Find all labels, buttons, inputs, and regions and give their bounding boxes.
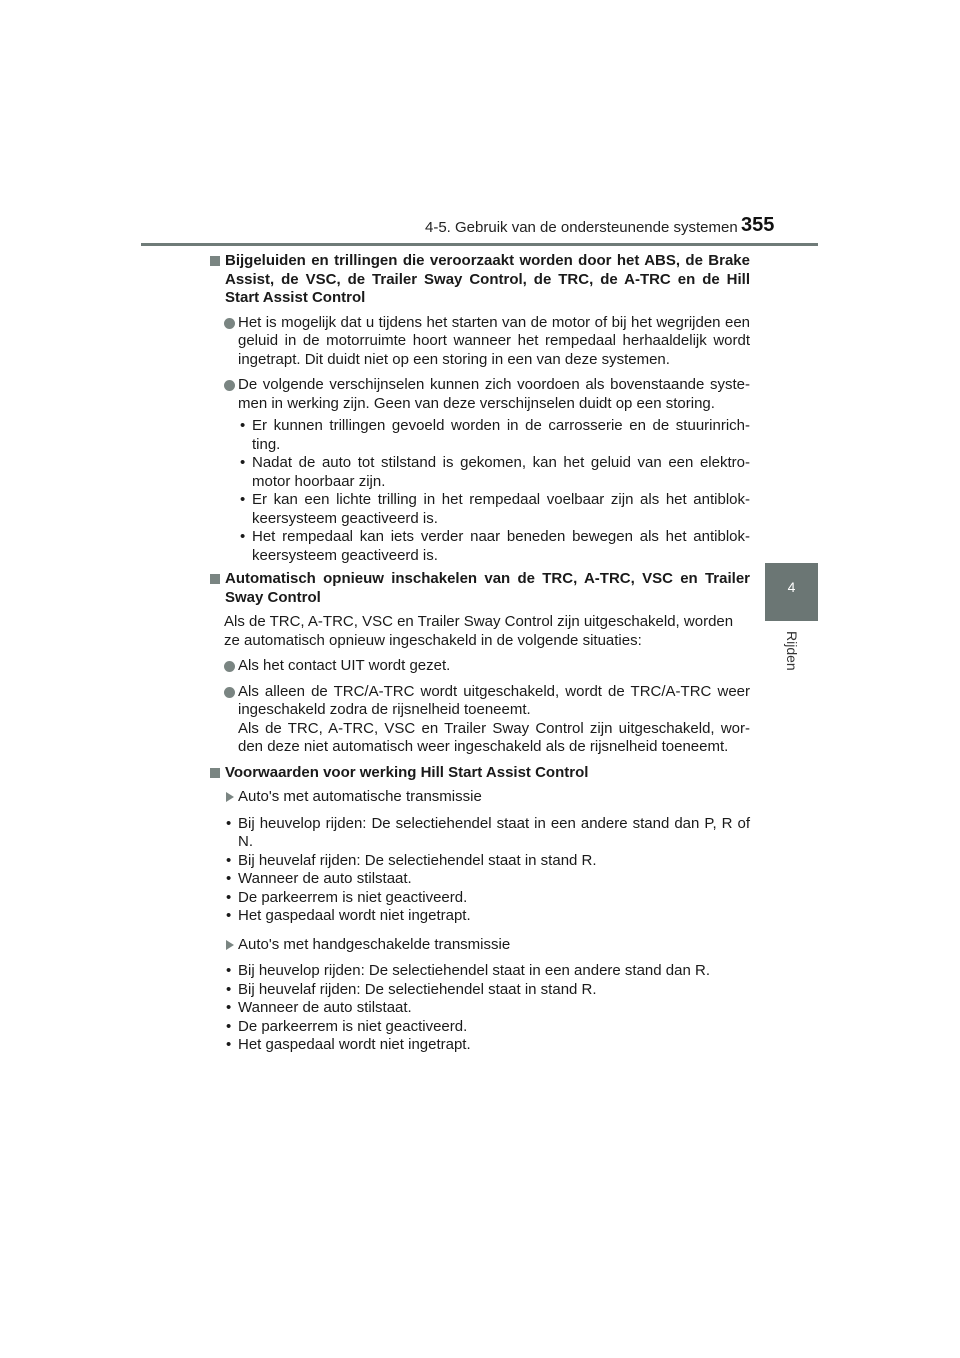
list-item: • Wanneer de auto stilstaat.	[226, 999, 412, 1016]
page-content	[210, 252, 750, 1065]
list-item: • Bij heuvelop rijden: De selectiehendel staat in een andere stand dan P, R of N.	[226, 814, 750, 850]
page-number: 355	[741, 214, 775, 236]
circle-bullet-item: De volgende verschijnselen kunnen zich voordoen als bovenstaande syste-men in werking zijn. Geen van deze verschijnselen duidt op een storing.	[210, 376, 750, 413]
square-bullet-icon	[210, 768, 220, 778]
intro-paragraph: Als de TRC, A-TRC, VSC en Trailer Sway Control zijn uitgeschakeld, worden ze automatisch opnieuw ingeschakeld in de volgende situaties:	[224, 613, 734, 649]
list-item: • Het gaspedaal wordt niet ingetrapt.	[226, 907, 471, 924]
section-noise-vibration	[210, 252, 750, 565]
circle-bullet-icon	[224, 318, 235, 329]
circle-bullet-item: Als het contact UIT wordt gezet.	[210, 657, 750, 676]
circle-bullet-item: Als alleen de TRC/A-TRC wordt uitgeschakeld, wordt de TRC/A-TRC weer ingeschakeld zodra de rijsnelheid toeneemt. Als de TRC, A-TRC, VSC en Trailer Sway Control zijn uitgeschakeld, wor-den deze niet automatisch weer ingeschakeld als de rijsnelheid toeneemt.	[210, 683, 750, 757]
list-item: • Er kunnen trillingen gevoeld worden in de carrosserie en de stuurinrich-ting.	[240, 417, 750, 453]
circle-bullet-icon	[224, 687, 235, 698]
square-bullet-icon	[210, 574, 220, 584]
chapter-label	[784, 631, 802, 691]
section-title: 4-5. Gebruik van de ondersteunende systemen	[425, 219, 738, 236]
list-item: • De parkeerrem is niet geactiveerd.	[226, 888, 468, 906]
list-item: • Nadat de auto tot stilstand is gekomen, kan het geluid van een elektro-motor hoorbaar zijn.	[240, 454, 750, 490]
triangle-arrow-icon	[226, 940, 234, 950]
section-auto-reenable	[210, 570, 750, 757]
chapter-tab	[765, 563, 818, 621]
page-header	[0, 0, 960, 250]
square-bullet-icon	[210, 256, 220, 266]
section-heading: Voorwaarden voor werking Hill Start Assist Control	[210, 764, 750, 783]
circle-bullet-icon	[224, 380, 235, 391]
section-heading: Automatisch opnieuw inschakelen van de TRC, A-TRC, VSC en Trailer Sway Control	[210, 570, 750, 607]
section-heading: Bijgeluiden en trillingen die veroorzaakt worden door het ABS, de Brake Assist, de VSC, de Trailer Sway Control, de TRC, de A-TRC en de Hill Start Assist Control	[210, 252, 750, 308]
variant-label-automatic: Auto's met automatische transmissie	[210, 788, 750, 807]
section-hill-start	[210, 764, 750, 1055]
list-item: • Er kan een lichte trilling in het rempedaal voelbaar zijn als het antiblok-keersysteem geactiveerd is.	[240, 491, 750, 527]
list-item: • Bij heuvelaf rijden: De selectiehendel staat in stand R.	[226, 980, 597, 998]
list-item: • Het rempedaal kan iets verder naar beneden bewegen als het antiblok-keersysteem geactiveerd is.	[240, 528, 750, 564]
sub-list	[224, 815, 750, 926]
list-item: • De parkeerrem is niet geactiveerd.	[226, 1017, 468, 1035]
circle-bullet-icon	[224, 661, 235, 672]
list-item: • Bij heuvelaf rijden: De selectiehendel staat in stand R.	[226, 851, 597, 869]
list-item: • Het gaspedaal wordt niet ingetrapt.	[226, 1036, 471, 1053]
sub-list	[224, 962, 750, 1055]
sub-list	[238, 417, 750, 565]
chapter-number: 4	[787, 579, 796, 595]
list-item: • Wanneer de auto stilstaat.	[226, 870, 412, 887]
triangle-arrow-icon	[226, 792, 234, 802]
variant-label-manual: Auto's met handgeschakelde transmissie	[210, 936, 750, 955]
list-item: • Bij heuvelop rijden: De selectiehendel staat in een andere stand dan R.	[226, 962, 710, 979]
chapter-label-text: Rijden	[784, 631, 800, 671]
circle-bullet-item: Het is mogelijk dat u tijdens het starten van de motor of bij het wegrijden een geluid in de motorruimte hoort wanneer het rempedaal herhaaldelijk wordt ingetrapt. Dit duidt niet op een storing in een van deze systemen.	[210, 314, 750, 370]
header-rule	[141, 243, 818, 246]
